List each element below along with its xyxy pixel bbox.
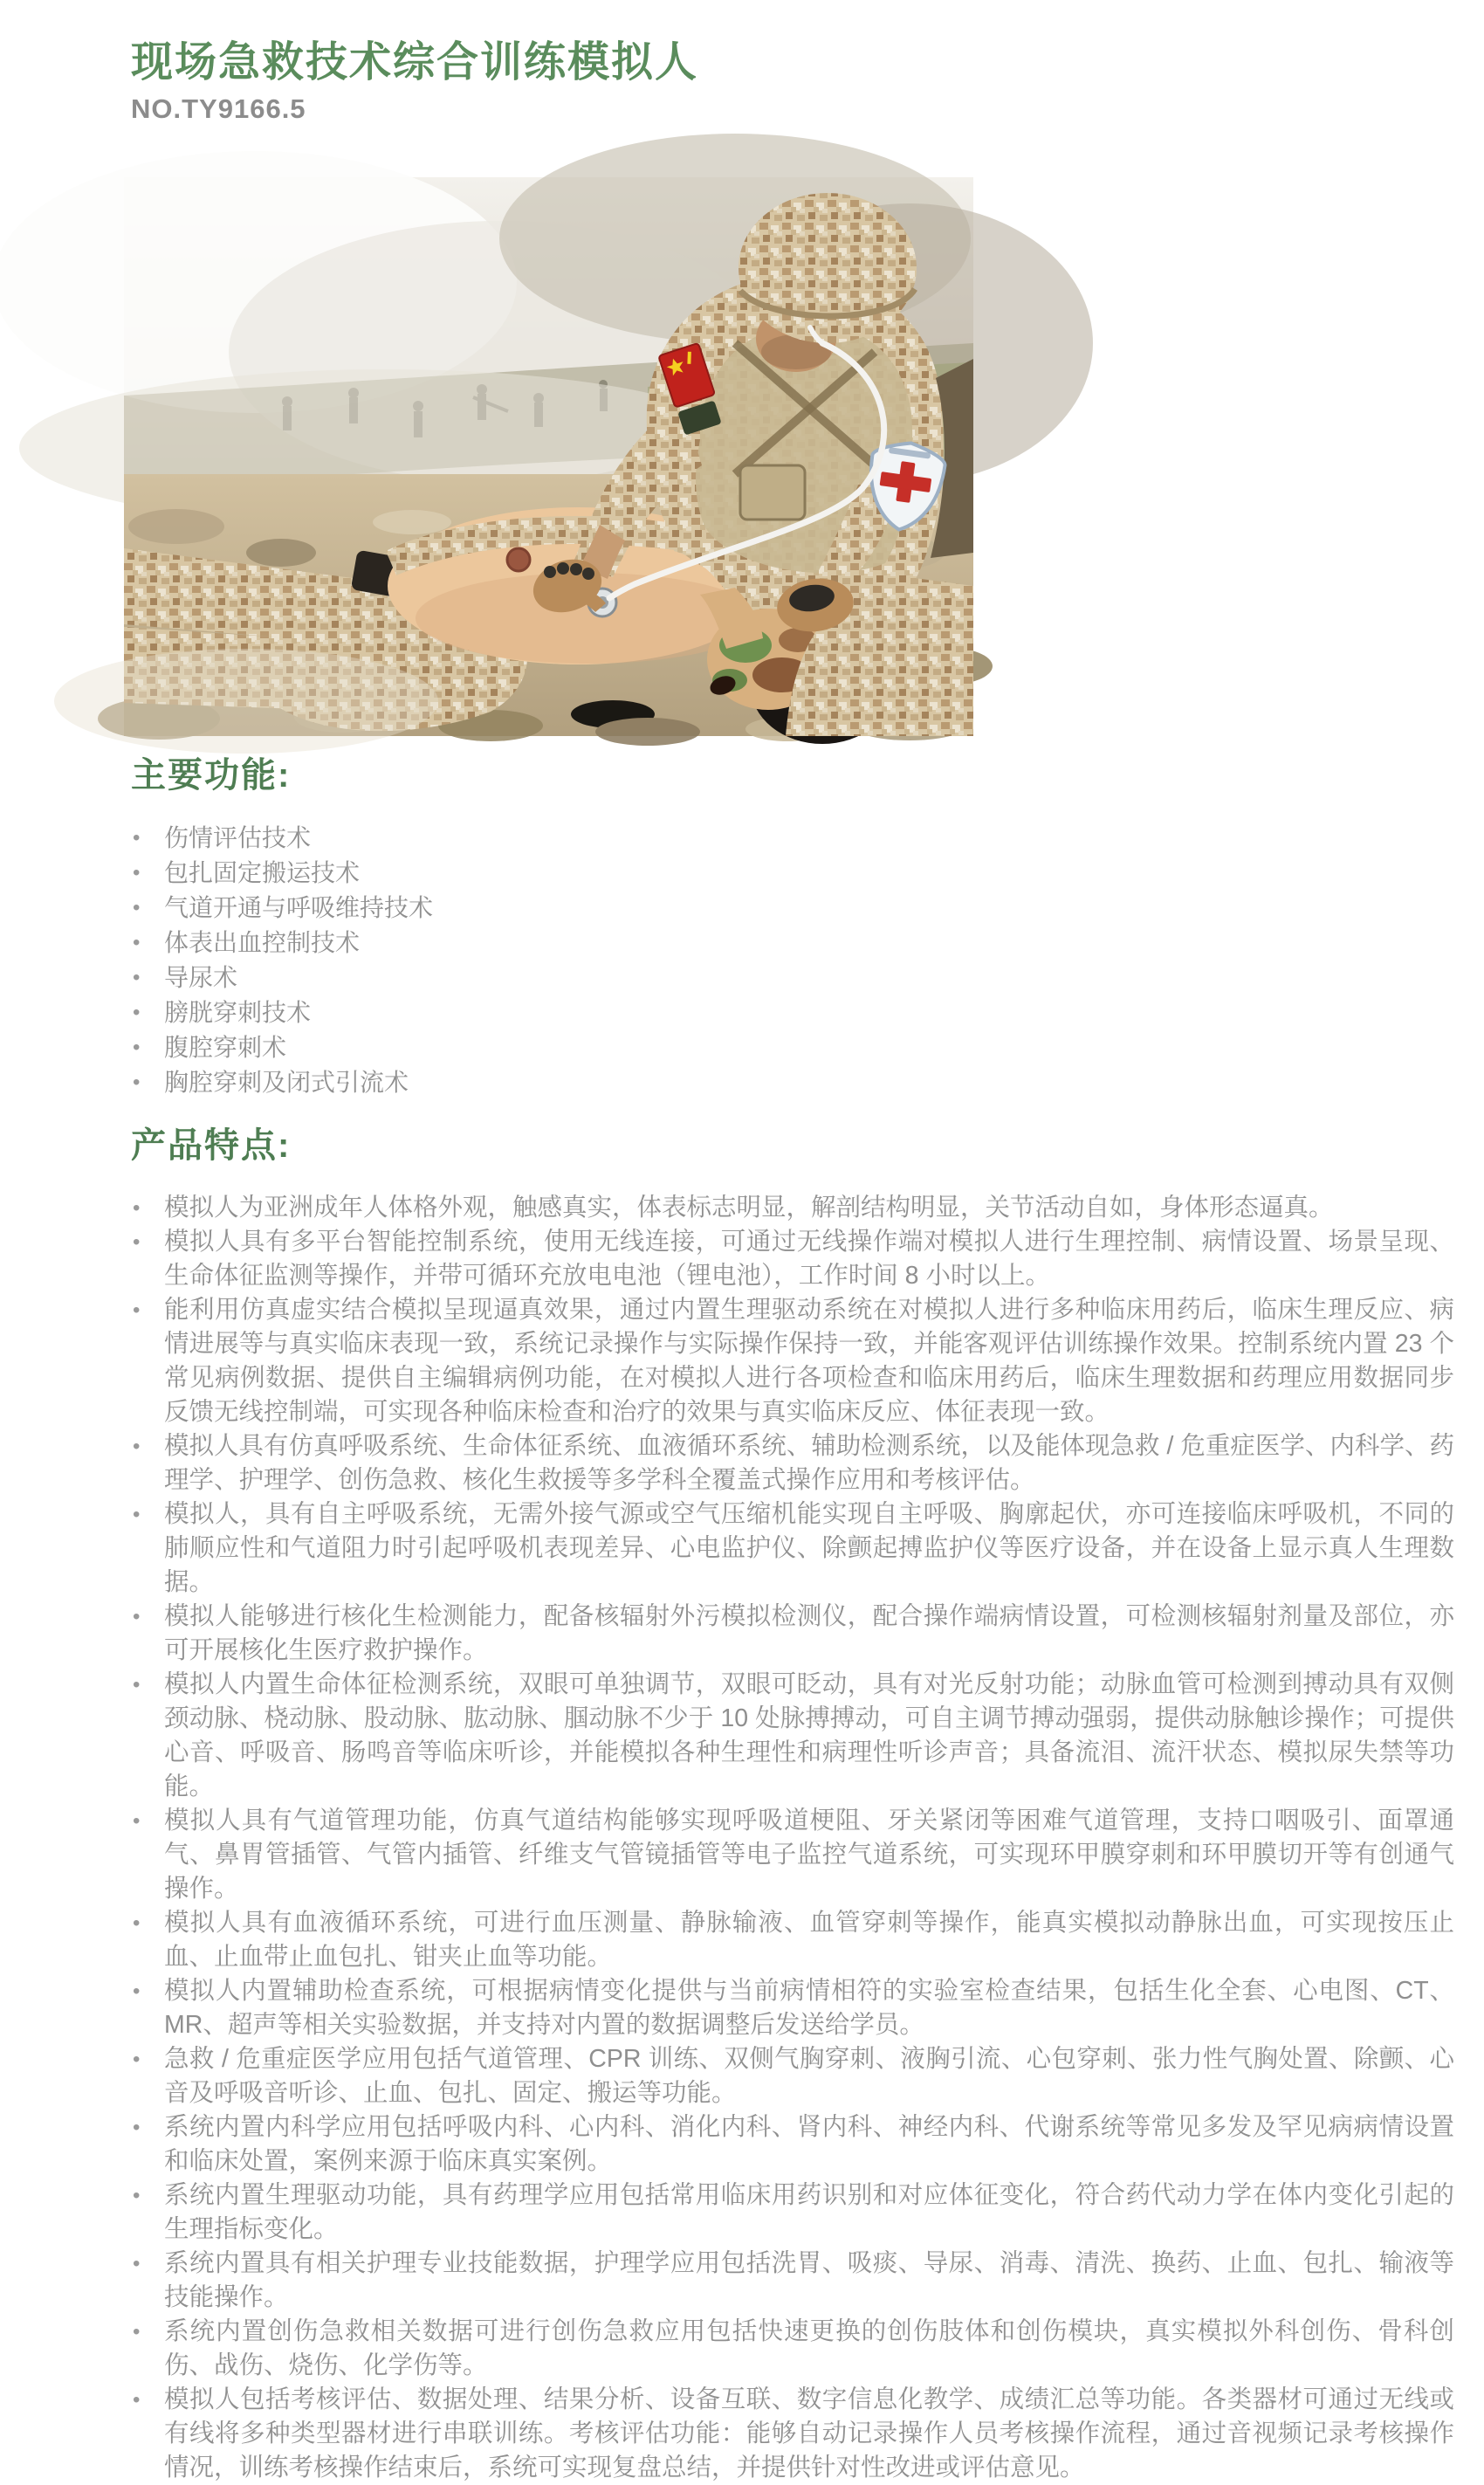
bullet-dot: •: [133, 1230, 141, 1254]
bullet-dot: •: [133, 1435, 141, 1458]
product-features-list: [131, 1191, 1454, 2485]
main-functions-list: [131, 821, 1440, 1100]
bullet-dot: •: [133, 2320, 141, 2344]
list-item-text: 模拟人内置生命体征检测系统，双眼可单独调节，双眼可眨动，具有对光反射功能；动脉血管可检测到搏动具有双侧颈动脉、桡动脉、股动脉、肱动脉、腘动脉不少于 10 处脉搏搏动，可自主调节搏动强弱，提供动脉触诊操作；可提供心音、呼吸音、肠鸣音等临床听诊，并能模拟各种生理性和病理性听诊声音；具备流泪、流汗状态、模拟尿失禁等功能。: [164, 1670, 1454, 1800]
list-item-text: 体表出血控制技术: [164, 929, 361, 956]
page-header: [131, 38, 698, 125]
bullet-dot: •: [133, 1196, 141, 1220]
list-item-text: 能利用仿真虚实结合模拟呈现逼真效果，通过内置生理驱动系统在对模拟人进行多种临床用药后，临床生理反应、病情进展等与真实临床表现一致，系统记录操作与实际操作保持一致，并能客观评估训练操作效果。控制系统内置 23 个常见病例数据、提供自主编辑病例功能，在对模拟人进行各项检查和临床用药后，临床生理数据和药理应用数据同步反馈无线控制端，可实现各种临床检查和治疗的效果与真实临床反应、体征表现一致。: [164, 1296, 1454, 1426]
bullet-dot: •: [133, 1809, 141, 1833]
list-item: [131, 1065, 1440, 1100]
model-number: NO.TY9166.5: [131, 93, 306, 125]
list-item-text: 系统内置生理驱动功能，具有药理学应用包括常用临床用药识别和对应体征变化，符合药代动力学在体内变化引起的生理指标变化。: [164, 2181, 1454, 2243]
page-title: 现场急救技术综合训练模拟人: [131, 39, 699, 86]
vest-pouch: [740, 465, 805, 520]
bullet-dot: •: [133, 966, 141, 989]
bullet-dot: •: [133, 931, 141, 954]
list-item-text: 系统内置创伤急救相关数据可进行创伤急救应用包括快速更换的创伤肢体和创伤模块，真实模拟外科创伤、骨科创伤、战伤、烧伤、化学伤等。: [164, 2317, 1454, 2379]
list-item-text: 模拟人具有仿真呼吸系统、生命体征系统、血液循环系统、辅助检测系统，以及能体现急救 / 危重症医学、内科学、药理学、护理学、创伤急救、核化生救援等多学科全覆盖式操作应用和考核评估。: [164, 1432, 1454, 1494]
list-item: [131, 2110, 1454, 2179]
main-functions-heading: 主要功能:: [131, 756, 292, 795]
list-item-text: 模拟人为亚洲成年人体格外观，触感真实，体表标志明显，解剖结构明显，关节活动自如，身体形态逼真。: [164, 1194, 1334, 1222]
bullet-dot: •: [133, 1605, 141, 1628]
list-item: [131, 1191, 1454, 1225]
list-item: [131, 1600, 1454, 1668]
list-item: [131, 995, 1440, 1030]
list-item-text: 模拟人能够进行核化生检测能力，配备核辐射外污模拟检测仪，配合操作端病情设置，可检测核辐射剂量及部位，亦可开展核化生医疗救护操作。: [164, 1602, 1454, 1664]
list-item: [131, 960, 1440, 995]
soldier-helmet: [739, 193, 917, 343]
foreground-haze: [54, 649, 438, 754]
list-item: [131, 856, 1440, 891]
product-features-heading: 产品特点:: [131, 1126, 292, 1165]
list-item: [131, 1906, 1454, 1974]
list-item-text: 急救 / 危重症医学应用包括气道管理、CPR 训练、双侧气胸穿刺、液胸引流、心包穿刺、张力性气胸处置、除颤、心音及呼吸音听诊、止血、包扎、固定、搬运等功能。: [164, 2045, 1454, 2107]
list-item: [131, 2383, 1454, 2485]
list-item-text: 系统内置内科学应用包括呼吸内科、心内科、消化内科、肾内科、神经内科、代谢系统等常见多发及罕见病病情设置和临床处置，案例来源于临床真实案例。: [164, 2113, 1454, 2175]
list-item: [131, 1804, 1454, 1906]
list-item-text: 膀胱穿刺技术: [164, 999, 312, 1026]
bullet-dot: •: [133, 1001, 141, 1024]
section-main-functions: [131, 756, 1440, 1100]
bullet-dot: •: [133, 1070, 141, 1094]
list-item-text: 模拟人具有血液循环系统，可进行血压测量、静脉输液、血管穿刺等操作，能真实模拟动静脉出血，可实现按压止血、止血带止血包扎、钳夹止血等功能。: [164, 1909, 1454, 1971]
bullet-dot: •: [133, 2388, 141, 2412]
product-photo: [124, 177, 973, 736]
bullet-dot: •: [133, 2048, 141, 2071]
list-item-text: 胸腔穿刺及闭式引流术: [164, 1069, 409, 1096]
list-item-text: 模拟人，具有自主呼吸系统，无需外接气源或空气压缩机能实现自主呼吸、胸廓起伏，亦可连接临床呼吸机，不同的肺顺应性和气道阻力时引起呼吸机表现差异、心电监护仪、除颤起搏监护仪等医疗设备，并在设备上显示真人生理数据。: [164, 1500, 1454, 1596]
list-item-text: 导尿术: [164, 964, 238, 991]
bullet-dot: •: [133, 861, 141, 885]
list-item-text: 系统内置具有相关护理专业技能数据，护理学应用包括洗胃、吸痰、导尿、消毒、清洗、换药、止血、包扎、输液等技能操作。: [164, 2249, 1454, 2311]
bullet-dot: •: [133, 2116, 141, 2139]
list-item: [131, 891, 1440, 926]
bullet-dot: •: [133, 1503, 141, 1526]
bullet-dot: •: [133, 2252, 141, 2275]
list-item-text: 模拟人包括考核评估、数据处理、结果分析、设备互联、数字信息化教学、成绩汇总等功能。各类器材可通过无线或有线将多种类型器材进行串联训练。考核评估功能：能够自动记录操作人员考核操作流程，通过音视频记录考核操作情况，训练考核操作结束后，系统可实现复盘总结，并提供针对性改进或评估意见。: [164, 2385, 1454, 2482]
bullet-dot: •: [133, 1036, 141, 1059]
chest-wound-marker: [507, 548, 530, 571]
list-item: [131, 1030, 1440, 1065]
bullet-dot: •: [133, 1911, 141, 1935]
list-item: [131, 2247, 1454, 2315]
list-item: [131, 926, 1440, 960]
list-item: [131, 1293, 1454, 1429]
bullet-dot: •: [133, 826, 141, 850]
section-product-features: [131, 1126, 1454, 2485]
bullet-dot: •: [133, 896, 141, 919]
list-item: [131, 1668, 1454, 1804]
list-item: [131, 2315, 1454, 2383]
list-item: [131, 1225, 1454, 1293]
product-photo-illustration: [124, 177, 973, 736]
list-item: [131, 2042, 1454, 2110]
list-item-text: 模拟人具有气道管理功能，仿真气道结构能够实现呼吸道梗阻、牙关紧闭等困难气道管理，支持口咽吸引、面罩通气、鼻胃管插管、气管内插管、纤维支气管镜插管等电子监控气道系统，可实现环甲膜穿刺和环甲膜切开等有创通气操作。: [164, 1807, 1454, 1903]
list-item-text: 模拟人内置辅助检查系统，可根据病情变化提供与当前病情相符的实验室检查结果，包括生化全套、心电图、CT、MR、超声等相关实验数据，并支持对内置的数据调整后发送给学员。: [164, 1977, 1454, 2039]
bullet-dot: •: [133, 1979, 141, 2003]
list-item: [131, 1429, 1454, 1497]
bullet-dot: •: [133, 1298, 141, 1322]
bullet-dot: •: [133, 2184, 141, 2207]
list-item-text: 模拟人具有多平台智能控制系统，使用无线连接，可通过无线操作端对模拟人进行生理控制、病情设置、场景呈现、生命体征监测等操作，并带可循环充放电电池（锂电池），工作时间 8 小时以上。: [164, 1228, 1454, 1290]
list-item-text: 气道开通与呼吸维持技术: [164, 894, 434, 921]
list-item: [131, 2179, 1454, 2247]
list-item: [131, 1497, 1454, 1600]
list-item-text: 腹腔穿刺术: [164, 1034, 287, 1061]
list-item: [131, 821, 1440, 856]
list-item: [131, 1974, 1454, 2042]
list-item-text: 包扎固定搬运技术: [164, 859, 361, 886]
bullet-dot: •: [133, 1673, 141, 1697]
list-item-text: 伤情评估技术: [164, 824, 312, 851]
